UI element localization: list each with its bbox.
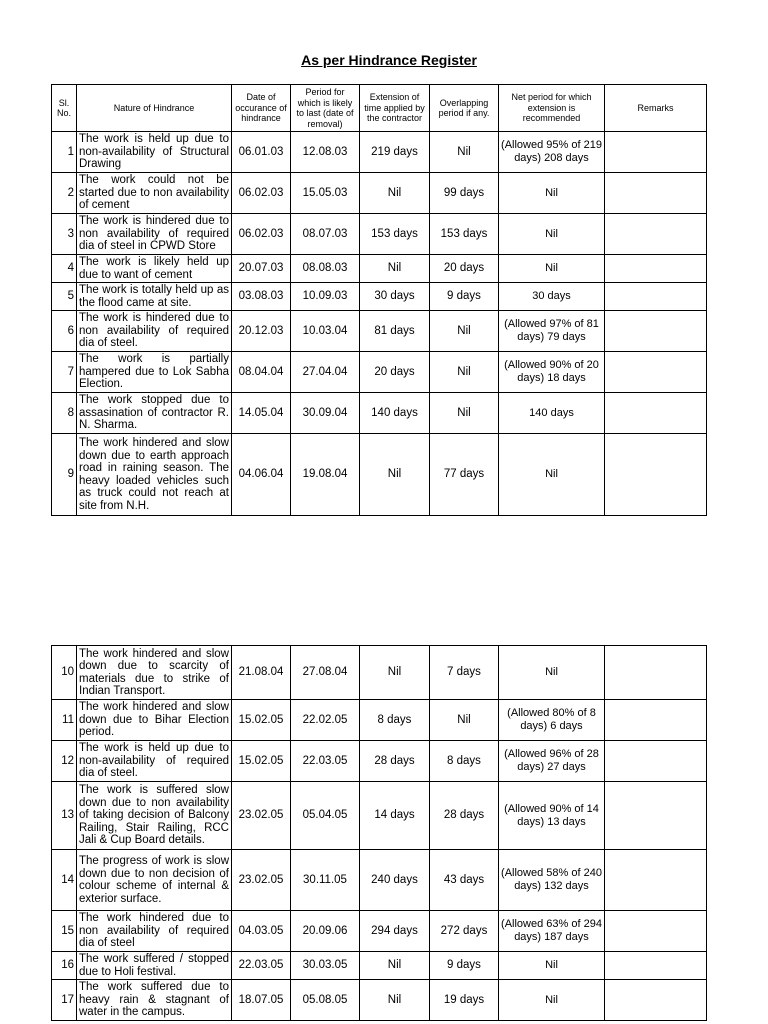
row-overlap: 9 days <box>430 952 499 980</box>
row-net-period: Nil <box>499 646 605 700</box>
row-nature: The work hindered and slow down due to earth approach road in raining season. The heavy loaded vehicles such as truck could not reach at site from N.H. <box>77 434 232 516</box>
row-overlap: Nil <box>430 393 499 434</box>
row-remarks <box>605 214 707 255</box>
row-net-period: (Allowed 58% of 240 days) 132 days <box>499 850 605 911</box>
row-sl-no: 4 <box>52 255 77 283</box>
row-net-period: Nil <box>499 214 605 255</box>
row-extension: 20 days <box>360 352 430 393</box>
row-remarks <box>605 393 707 434</box>
row-net-period: (Allowed 96% of 28 days) 27 days <box>499 741 605 782</box>
row-sl-no: 11 <box>52 700 77 741</box>
row-net-period: (Allowed 90% of 14 days) 13 days <box>499 782 605 850</box>
row-extension: 81 days <box>360 311 430 352</box>
table-row <box>52 214 707 255</box>
row-overlap: Nil <box>430 311 499 352</box>
row-remarks <box>605 255 707 283</box>
row-overlap: 8 days <box>430 741 499 782</box>
row-overlap: Nil <box>430 352 499 393</box>
table-row <box>52 352 707 393</box>
table-row <box>52 911 707 952</box>
row-remarks <box>605 283 707 311</box>
row-period: 08.08.03 <box>291 255 360 283</box>
hindrance-table-page-1 <box>51 84 707 516</box>
row-date: 04.06.04 <box>232 434 291 516</box>
row-date: 06.02.03 <box>232 173 291 214</box>
row-extension: 14 days <box>360 782 430 850</box>
row-date: 06.02.03 <box>232 214 291 255</box>
header-nature: Nature of Hindrance <box>77 85 232 132</box>
row-remarks <box>605 952 707 980</box>
row-extension: 140 days <box>360 393 430 434</box>
row-extension: 153 days <box>360 214 430 255</box>
row-sl-no: 6 <box>52 311 77 352</box>
row-period: 10.03.04 <box>291 311 360 352</box>
row-remarks <box>605 911 707 952</box>
row-extension: Nil <box>360 173 430 214</box>
row-net-period: Nil <box>499 434 605 516</box>
row-period: 27.08.04 <box>291 646 360 700</box>
table-row <box>52 646 707 700</box>
row-overlap: 20 days <box>430 255 499 283</box>
row-extension: Nil <box>360 646 430 700</box>
row-date: 15.02.05 <box>232 741 291 782</box>
row-nature: The progress of work is slow down due to non decision of colour scheme of internal & exterior surface. <box>77 850 232 911</box>
row-sl-no: 8 <box>52 393 77 434</box>
row-net-period: (Allowed 80% of 8 days) 6 days <box>499 700 605 741</box>
row-period: 20.09.06 <box>291 911 360 952</box>
row-nature: The work hindered and slow down due to scarcity of materials due to strike of Indian Transport. <box>77 646 232 700</box>
page-title: As per Hindrance Register <box>301 52 477 68</box>
row-period: 05.04.05 <box>291 782 360 850</box>
row-extension: Nil <box>360 980 430 1021</box>
row-remarks <box>605 173 707 214</box>
table-row <box>52 782 707 850</box>
row-sl-no: 16 <box>52 952 77 980</box>
row-period: 19.08.04 <box>291 434 360 516</box>
row-overlap: 7 days <box>430 646 499 700</box>
row-remarks <box>605 700 707 741</box>
row-period: 30.09.04 <box>291 393 360 434</box>
row-remarks <box>605 980 707 1021</box>
row-extension: Nil <box>360 255 430 283</box>
row-nature: The work is likely held up due to want of cement <box>77 255 232 283</box>
row-date: 06.01.03 <box>232 132 291 173</box>
row-period: 10.09.03 <box>291 283 360 311</box>
table-row <box>52 393 707 434</box>
table-row <box>52 741 707 782</box>
row-overlap: 99 days <box>430 173 499 214</box>
row-sl-no: 9 <box>52 434 77 516</box>
row-sl-no: 2 <box>52 173 77 214</box>
row-remarks <box>605 352 707 393</box>
table-row <box>52 434 707 516</box>
row-sl-no: 10 <box>52 646 77 700</box>
row-net-period: (Allowed 97% of 81 days) 79 days <box>499 311 605 352</box>
row-sl-no: 13 <box>52 782 77 850</box>
table-row <box>52 173 707 214</box>
row-overlap: Nil <box>430 132 499 173</box>
row-extension: 28 days <box>360 741 430 782</box>
table-row <box>52 952 707 980</box>
row-date: 23.02.05 <box>232 782 291 850</box>
row-date: 15.02.05 <box>232 700 291 741</box>
row-overlap: 9 days <box>430 283 499 311</box>
row-nature: The work hindered and slow down due to Bihar Election period. <box>77 700 232 741</box>
row-date: 18.07.05 <box>232 980 291 1021</box>
row-date: 20.07.03 <box>232 255 291 283</box>
row-sl-no: 15 <box>52 911 77 952</box>
row-overlap: 272 days <box>430 911 499 952</box>
table-row <box>52 850 707 911</box>
header-overlap: Overlapping period if any. <box>430 85 499 132</box>
table-header-row <box>52 85 707 132</box>
row-period: 22.03.05 <box>291 741 360 782</box>
header-net: Net period for which extension is recommended <box>499 85 605 132</box>
row-nature: The work suffered / stopped due to Holi festival. <box>77 952 232 980</box>
row-remarks <box>605 311 707 352</box>
row-extension: 219 days <box>360 132 430 173</box>
row-period: 12.08.03 <box>291 132 360 173</box>
row-sl-no: 14 <box>52 850 77 911</box>
row-period: 08.07.03 <box>291 214 360 255</box>
header-remarks: Remarks <box>605 85 707 132</box>
row-period: 15.05.03 <box>291 173 360 214</box>
row-net-period: (Allowed 95% of 219 days) 208 days <box>499 132 605 173</box>
row-period: 22.02.05 <box>291 700 360 741</box>
row-nature: The work is hindered due to non availability of required dia of steel in CPWD Store <box>77 214 232 255</box>
row-sl-no: 3 <box>52 214 77 255</box>
row-sl-no: 17 <box>52 980 77 1021</box>
table-row <box>52 311 707 352</box>
header-sl-no: Sl. No. <box>52 85 77 132</box>
row-date: 21.08.04 <box>232 646 291 700</box>
row-overlap: Nil <box>430 700 499 741</box>
row-nature: The work is held up due to non-availability of required dia of steel. <box>77 741 232 782</box>
row-extension: 8 days <box>360 700 430 741</box>
row-sl-no: 7 <box>52 352 77 393</box>
row-overlap: 43 days <box>430 850 499 911</box>
row-remarks <box>605 741 707 782</box>
table-row <box>52 132 707 173</box>
row-period: 05.08.05 <box>291 980 360 1021</box>
row-net-period: Nil <box>499 173 605 214</box>
row-net-period: 140 days <box>499 393 605 434</box>
row-date: 04.03.05 <box>232 911 291 952</box>
table-row <box>52 283 707 311</box>
header-extension: Extension of time applied by the contractor <box>360 85 430 132</box>
row-nature: The work is totally held up as the flood came at site. <box>77 283 232 311</box>
table-row <box>52 700 707 741</box>
hindrance-table-page-2 <box>51 645 707 1021</box>
row-date: 23.02.05 <box>232 850 291 911</box>
row-date: 14.05.04 <box>232 393 291 434</box>
row-period: 30.11.05 <box>291 850 360 911</box>
row-nature: The work suffered due to heavy rain & stagnant of water in the campus. <box>77 980 232 1021</box>
header-date: Date of occurance of hindrance <box>232 85 291 132</box>
row-nature: The work hindered due to non availability of required dia of steel <box>77 911 232 952</box>
row-nature: The work is partially hampered due to Lok Sabha Election. <box>77 352 232 393</box>
row-remarks <box>605 434 707 516</box>
row-period: 30.03.05 <box>291 952 360 980</box>
row-date: 03.08.03 <box>232 283 291 311</box>
row-remarks <box>605 782 707 850</box>
row-nature: The work could not be started due to non availability of cement <box>77 173 232 214</box>
row-overlap: 28 days <box>430 782 499 850</box>
row-extension: Nil <box>360 434 430 516</box>
row-remarks <box>605 132 707 173</box>
row-nature: The work is suffered slow down due to non availability of taking decision of Balcony Railing, Stair Railing, RCC Jali & Cup Board details. <box>77 782 232 850</box>
row-extension: 240 days <box>360 850 430 911</box>
row-date: 22.03.05 <box>232 952 291 980</box>
row-extension: 294 days <box>360 911 430 952</box>
row-net-period: Nil <box>499 980 605 1021</box>
row-remarks <box>605 850 707 911</box>
row-date: 08.04.04 <box>232 352 291 393</box>
row-sl-no: 5 <box>52 283 77 311</box>
row-extension: 30 days <box>360 283 430 311</box>
row-date: 20.12.03 <box>232 311 291 352</box>
row-overlap: 77 days <box>430 434 499 516</box>
row-nature: The work is hindered due to non availability of required dia of steel. <box>77 311 232 352</box>
row-sl-no: 1 <box>52 132 77 173</box>
table-row <box>52 980 707 1021</box>
row-overlap: 153 days <box>430 214 499 255</box>
header-period: Period for which is likely to last (date of removal) <box>291 85 360 132</box>
row-net-period: 30 days <box>499 283 605 311</box>
row-remarks <box>605 646 707 700</box>
row-net-period: Nil <box>499 255 605 283</box>
row-net-period: (Allowed 63% of 294 days) 187 days <box>499 911 605 952</box>
row-nature: The work is held up due to non-availability of Structural Drawing <box>77 132 232 173</box>
row-nature: The work stopped due to assasination of contractor R. N. Sharma. <box>77 393 232 434</box>
row-net-period: Nil <box>499 952 605 980</box>
row-overlap: 19 days <box>430 980 499 1021</box>
row-extension: Nil <box>360 952 430 980</box>
row-sl-no: 12 <box>52 741 77 782</box>
row-period: 27.04.04 <box>291 352 360 393</box>
table-row <box>52 255 707 283</box>
row-net-period: (Allowed 90% of 20 days) 18 days <box>499 352 605 393</box>
